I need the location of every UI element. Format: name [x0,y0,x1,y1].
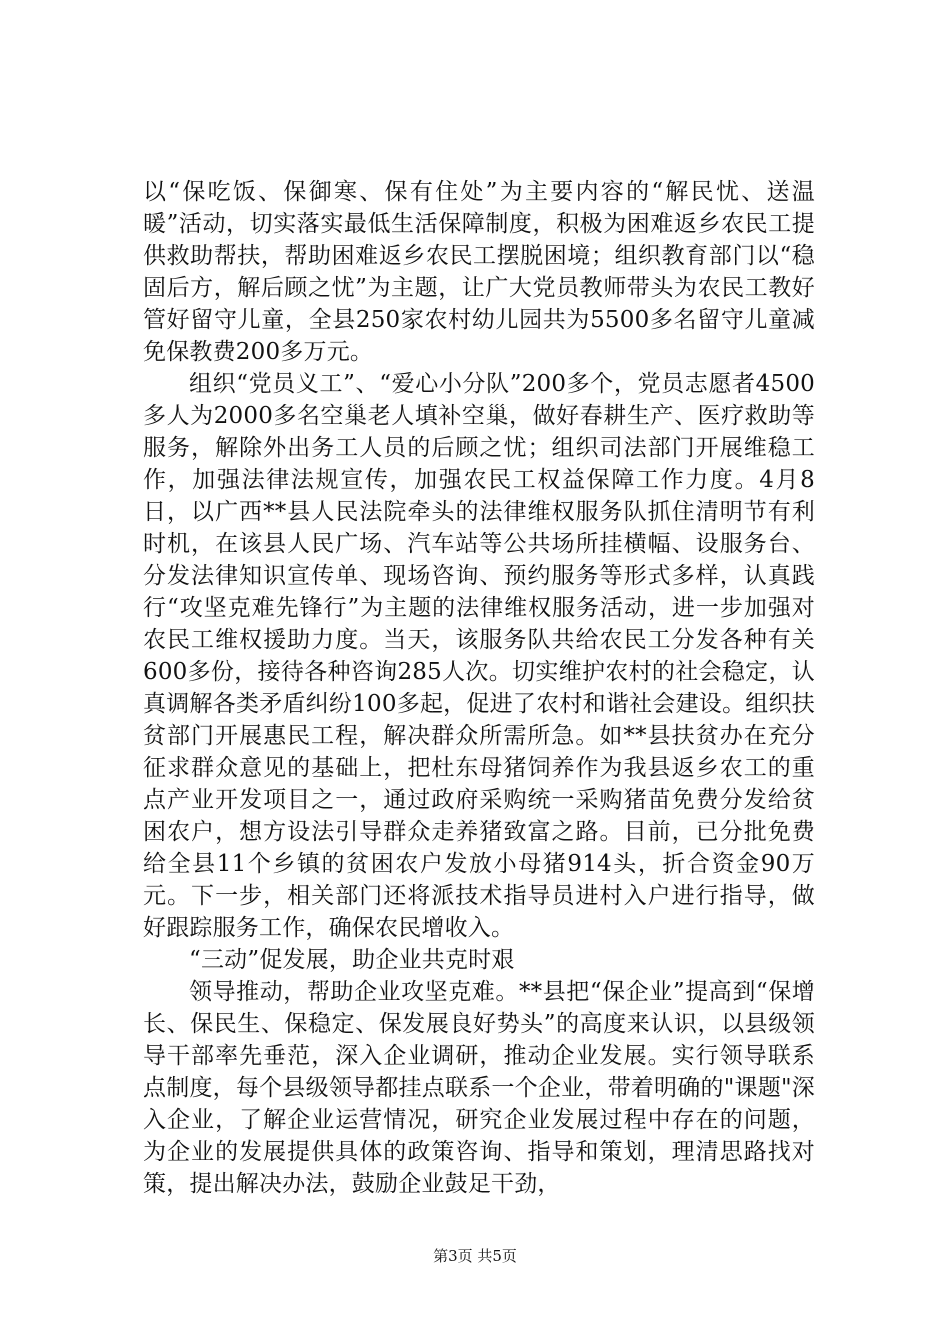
page-footer [0,1246,950,1266]
paragraph-continuation: 以“保吃饭、保御寒、保有住处”为主要内容的“解民忧、送温暖”活动，切实落实最低生活保障制度，积极为困难返乡农民工提供救助帮扶，帮助困难返乡农民工摆脱困境；组织教育部门以“稳固后方，解后顾之忧”为主题，让广大党员教师带头为农民工教好管好留守儿童，全县250家农村幼儿园共为5500多名留守儿童减免保教费200多万元。 [143,179,815,365]
section-heading: “三动”促发展，助企业共克时艰 [189,947,515,973]
page-number-label: 第3页 共5页 [433,1247,517,1265]
paragraph-volunteer-services: 组织“党员义工”、“爱心小分队”200多个，党员志愿者4500多人为2000多名空巢老人填补空巢，做好春耕生产、医疗救助等服务，解除外出务工人员的后顾之忧；组织司法部门开展维稳工作，加强法律法规宣传，加强农民工权益保障工作力度。4月8日，以广西**县人民法院牵头的法律维权服务队抓住清明节有利时机，在该县人民广场、汽车站等公共场所挂横幅、设服务台、分发法律知识宣传单、现场咨询、预约服务等形式多样，认真践行“攻坚克难先锋行”为主题的法律维权服务活动，进一步加强对农民工维权援助力度。当天，该服务队共给农民工分发各种有关600多份，接待各种咨询285人次。切实维护农村的社会稳定，认真调解各类矛盾纠纷100多起，促进了农村和谐社会建设。组织扶贫部门开展惠民工程，解决群众所需所急。如**县扶贫办在充分征求群众意见的基础上，把杜东母猪饲养作为我县返乡农工的重点产业开发项目之一，通过政府采购统一采购猪苗免费分发给贫困农户，想方设法引导群众走养猪致富之路。目前，已分批免费给全县11个乡镇的贫困农户发放小母猪914头，折合资金90万元。下一步，相关部门还将派技术指导员进村入户进行指导，做好跟踪服务工作，确保农民增收入。 [143,371,815,941]
document-body [143,176,815,1200]
paragraph-leadership: 领导推动，帮助企业攻坚克难。**县把“保企业”提高到“保增长、保民生、保稳定、保发展良好势头”的高度来认识，以县级领导干部率先垂范，深入企业调研，推动企业发展。实行领导联系点制度，每个县级领导都挂点联系一个企业，带着明确的"课题"深入企业，了解企业运营情况，研究企业发展过程中存在的问题，为企业的发展提供具体的政策咨询、指导和策划，理清思路找对策，提出解决办法，鼓励企业鼓足干劲， [143,979,815,1197]
